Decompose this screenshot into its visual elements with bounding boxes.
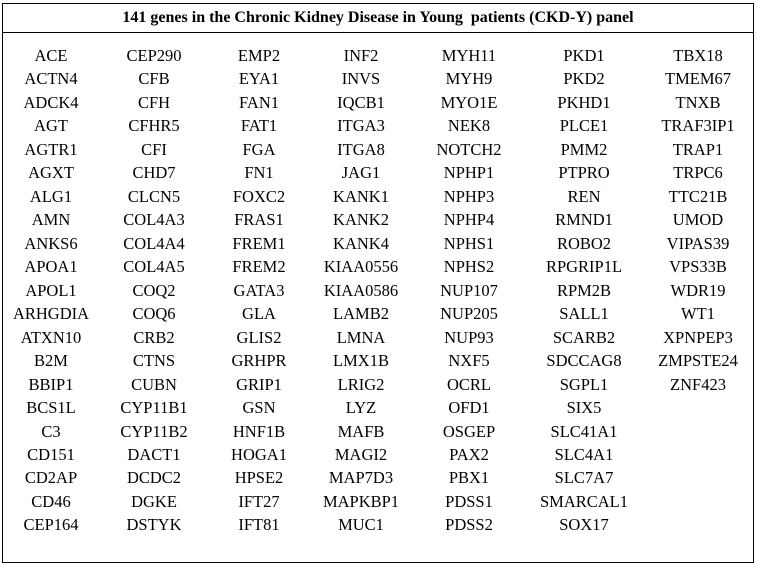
gene-cell: CHD7 bbox=[132, 163, 176, 183]
gene-cell: FN1 bbox=[244, 163, 274, 183]
gene-cell: TRAF3IP1 bbox=[661, 116, 735, 136]
gene-cell: FOXC2 bbox=[232, 186, 286, 206]
gene-grid bbox=[3, 44, 753, 537]
gene-cell: BBIP1 bbox=[28, 374, 74, 394]
gene-cell: JAG1 bbox=[341, 163, 381, 183]
gene-cell: MAFB bbox=[337, 421, 385, 441]
gene-cell: LMX1B bbox=[333, 351, 389, 371]
gene-cell: DCDC2 bbox=[126, 468, 182, 488]
gene-cell: GSN bbox=[242, 398, 276, 418]
gene-cell: KIAA0586 bbox=[323, 280, 399, 300]
gene-cell: CYP11B2 bbox=[120, 421, 188, 441]
gene-cell: ARHGDIA bbox=[12, 304, 90, 324]
gene-cell: TBX18 bbox=[673, 46, 723, 65]
gene-cell: MYH9 bbox=[445, 69, 493, 89]
gene-cell: ZMPSTE24 bbox=[658, 351, 738, 371]
gene-cell: SOX17 bbox=[559, 515, 609, 535]
gene-cell: CFB bbox=[138, 69, 170, 89]
gene-cell: UMOD bbox=[672, 210, 724, 230]
gene-cell: FAN1 bbox=[238, 92, 280, 112]
gene-cell: IFT27 bbox=[238, 491, 280, 511]
gene-cell: VIPAS39 bbox=[666, 233, 730, 253]
gene-cell: PMM2 bbox=[560, 139, 608, 159]
gene-cell: GRIP1 bbox=[236, 374, 282, 394]
gene-cell: NPHP4 bbox=[443, 210, 495, 230]
gene-cell: AMN bbox=[31, 210, 71, 230]
gene-cell: ACTN4 bbox=[24, 69, 78, 89]
gene-cell: PBX1 bbox=[448, 468, 490, 488]
gene-cell: PKD2 bbox=[563, 69, 605, 89]
gene-cell: HOGA1 bbox=[231, 444, 287, 464]
gene-cell: PAX2 bbox=[449, 444, 489, 464]
gene-cell: NUP93 bbox=[444, 327, 494, 347]
gene-cell: PTPRO bbox=[558, 163, 610, 183]
gene-cell: MYO1E bbox=[440, 92, 498, 112]
gene-cell: PDSS1 bbox=[445, 491, 493, 511]
gene-cell: AGT bbox=[34, 116, 68, 136]
gene-cell: LMNA bbox=[336, 327, 386, 347]
gene-cell: PKD1 bbox=[563, 46, 605, 65]
gene-cell: WT1 bbox=[681, 304, 715, 324]
gene-cell: SGPL1 bbox=[559, 374, 609, 394]
gene-cell: TRAP1 bbox=[672, 139, 724, 159]
gene-cell: OCRL bbox=[446, 374, 491, 394]
gene-cell: NPHP3 bbox=[443, 186, 495, 206]
gene-cell: CTNS bbox=[132, 351, 176, 371]
gene-cell: TNXB bbox=[675, 92, 721, 112]
gene-cell: MYH11 bbox=[441, 46, 497, 65]
gene-cell: MAP7D3 bbox=[328, 468, 394, 488]
gene-cell: CLCN5 bbox=[127, 186, 181, 206]
gene-cell: GLIS2 bbox=[236, 327, 282, 347]
gene-cell: ANKS6 bbox=[24, 233, 78, 253]
gene-cell: OSGEP bbox=[442, 421, 496, 441]
gene-cell: ITGA3 bbox=[337, 116, 385, 136]
gene-cell: NPHS2 bbox=[443, 257, 495, 277]
gene-cell: NPHP1 bbox=[443, 163, 495, 183]
gene-cell: NOTCH2 bbox=[436, 139, 502, 159]
gene-cell: GLA bbox=[242, 304, 276, 324]
gene-cell: SLC41A1 bbox=[550, 421, 618, 441]
gene-cell: REN bbox=[567, 186, 601, 206]
gene-cell: NPHS1 bbox=[443, 233, 495, 253]
gene-cell: DGKE bbox=[131, 491, 177, 511]
gene-cell: VPS33B bbox=[669, 257, 727, 277]
gene-cell: CRB2 bbox=[133, 327, 175, 347]
gene-cell: TRPC6 bbox=[673, 163, 723, 183]
gene-cell: IQCB1 bbox=[337, 92, 385, 112]
gene-cell: ADCK4 bbox=[23, 92, 79, 112]
gene-cell: FREM2 bbox=[232, 257, 286, 277]
gene-cell: COL4A3 bbox=[123, 210, 185, 230]
gene-cell: MAGI2 bbox=[334, 444, 388, 464]
gene-cell: GATA3 bbox=[233, 280, 285, 300]
gene-cell: LAMB2 bbox=[333, 304, 389, 324]
gene-cell: CUBN bbox=[131, 374, 177, 394]
gene-cell: CFH bbox=[137, 92, 171, 112]
gene-cell: APOA1 bbox=[24, 257, 78, 277]
gene-cell: NEK8 bbox=[447, 116, 491, 136]
gene-cell: CFI bbox=[141, 139, 167, 159]
gene-cell: FRAS1 bbox=[234, 210, 284, 230]
gene-cell: FREM1 bbox=[232, 233, 286, 253]
gene-cell: CYP11B1 bbox=[120, 398, 188, 418]
gene-cell: FAT1 bbox=[240, 116, 278, 136]
gene-cell: FGA bbox=[242, 139, 276, 159]
gene-cell: CD2AP bbox=[24, 468, 78, 488]
gene-cell: ROBO2 bbox=[556, 233, 612, 253]
gene-cell: CD46 bbox=[31, 491, 71, 511]
gene-cell: CD151 bbox=[27, 444, 75, 464]
gene-cell: IFT81 bbox=[238, 515, 280, 535]
gene-cell: KANK4 bbox=[333, 233, 389, 253]
gene-cell: PDSS2 bbox=[445, 515, 493, 535]
gene-cell: TTC21B bbox=[668, 186, 728, 206]
gene-cell: SLC4A1 bbox=[554, 444, 614, 464]
gene-cell: KIAA0556 bbox=[323, 257, 399, 277]
gene-cell: KANK2 bbox=[333, 210, 389, 230]
gene-cell: GRHPR bbox=[231, 351, 287, 371]
gene-cell: SCARB2 bbox=[552, 327, 616, 347]
gene-cell: NUP107 bbox=[440, 280, 498, 300]
table-title: 141 genes in the Chronic Kidney Disease in Young patients (CKD-Y) panel bbox=[3, 4, 753, 33]
gene-cell: HPSE2 bbox=[234, 468, 284, 488]
gene-cell: INVS bbox=[341, 69, 381, 89]
gene-cell: SDCCAG8 bbox=[546, 351, 622, 371]
gene-cell: CEP290 bbox=[126, 46, 182, 65]
gene-cell: PKHD1 bbox=[557, 92, 611, 112]
gene-cell: APOL1 bbox=[25, 280, 77, 300]
gene-cell: LRIG2 bbox=[337, 374, 385, 394]
gene-cell: SMARCAL1 bbox=[539, 491, 629, 511]
gene-cell: SIX5 bbox=[566, 398, 602, 418]
gene-cell: EYA1 bbox=[238, 69, 280, 89]
gene-cell: TMEM67 bbox=[665, 69, 731, 89]
gene-cell: CFHR5 bbox=[128, 116, 180, 136]
gene-panel-table bbox=[2, 3, 754, 563]
gene-cell: COQ2 bbox=[132, 280, 176, 300]
gene-cell: CEP164 bbox=[23, 515, 79, 535]
gene-cell: RPGRIP1L bbox=[545, 257, 623, 277]
gene-cell: SALL1 bbox=[559, 304, 609, 324]
gene-cell: HNF1B bbox=[232, 421, 286, 441]
gene-cell: RMND1 bbox=[555, 210, 613, 230]
gene-cell: MUC1 bbox=[338, 515, 384, 535]
gene-cell: BCS1L bbox=[26, 398, 76, 418]
gene-cell: C3 bbox=[41, 421, 61, 441]
gene-cell: WDR19 bbox=[670, 280, 726, 300]
gene-cell: SLC7A7 bbox=[554, 468, 614, 488]
gene-cell: COL4A4 bbox=[123, 233, 185, 253]
gene-cell: ACE bbox=[34, 46, 68, 65]
gene-cell: ALG1 bbox=[29, 186, 73, 206]
gene-cell: AGTR1 bbox=[24, 139, 78, 159]
gene-cell: LYZ bbox=[345, 398, 377, 418]
gene-cell: COQ6 bbox=[132, 304, 176, 324]
gene-cell: B2M bbox=[34, 351, 68, 371]
gene-cell: MAPKBP1 bbox=[322, 491, 400, 511]
gene-cell: PLCE1 bbox=[559, 116, 609, 136]
gene-cell: DACT1 bbox=[127, 444, 181, 464]
gene-cell: ATXN10 bbox=[20, 327, 82, 347]
gene-cell: NXF5 bbox=[448, 351, 490, 371]
gene-cell: INF2 bbox=[343, 46, 379, 65]
gene-cell: AGXT bbox=[28, 163, 74, 183]
gene-cell: OFD1 bbox=[448, 398, 490, 418]
gene-cell: RPM2B bbox=[556, 280, 612, 300]
gene-cell: NUP205 bbox=[440, 304, 498, 324]
gene-cell: COL4A5 bbox=[123, 257, 185, 277]
gene-cell: ZNF423 bbox=[670, 374, 726, 394]
gene-cell: XPNPEP3 bbox=[663, 327, 733, 347]
gene-cell: KANK1 bbox=[333, 186, 389, 206]
gene-cell: DSTYK bbox=[126, 515, 182, 535]
gene-cell: ITGA8 bbox=[337, 139, 385, 159]
gene-cell: EMP2 bbox=[237, 46, 281, 65]
